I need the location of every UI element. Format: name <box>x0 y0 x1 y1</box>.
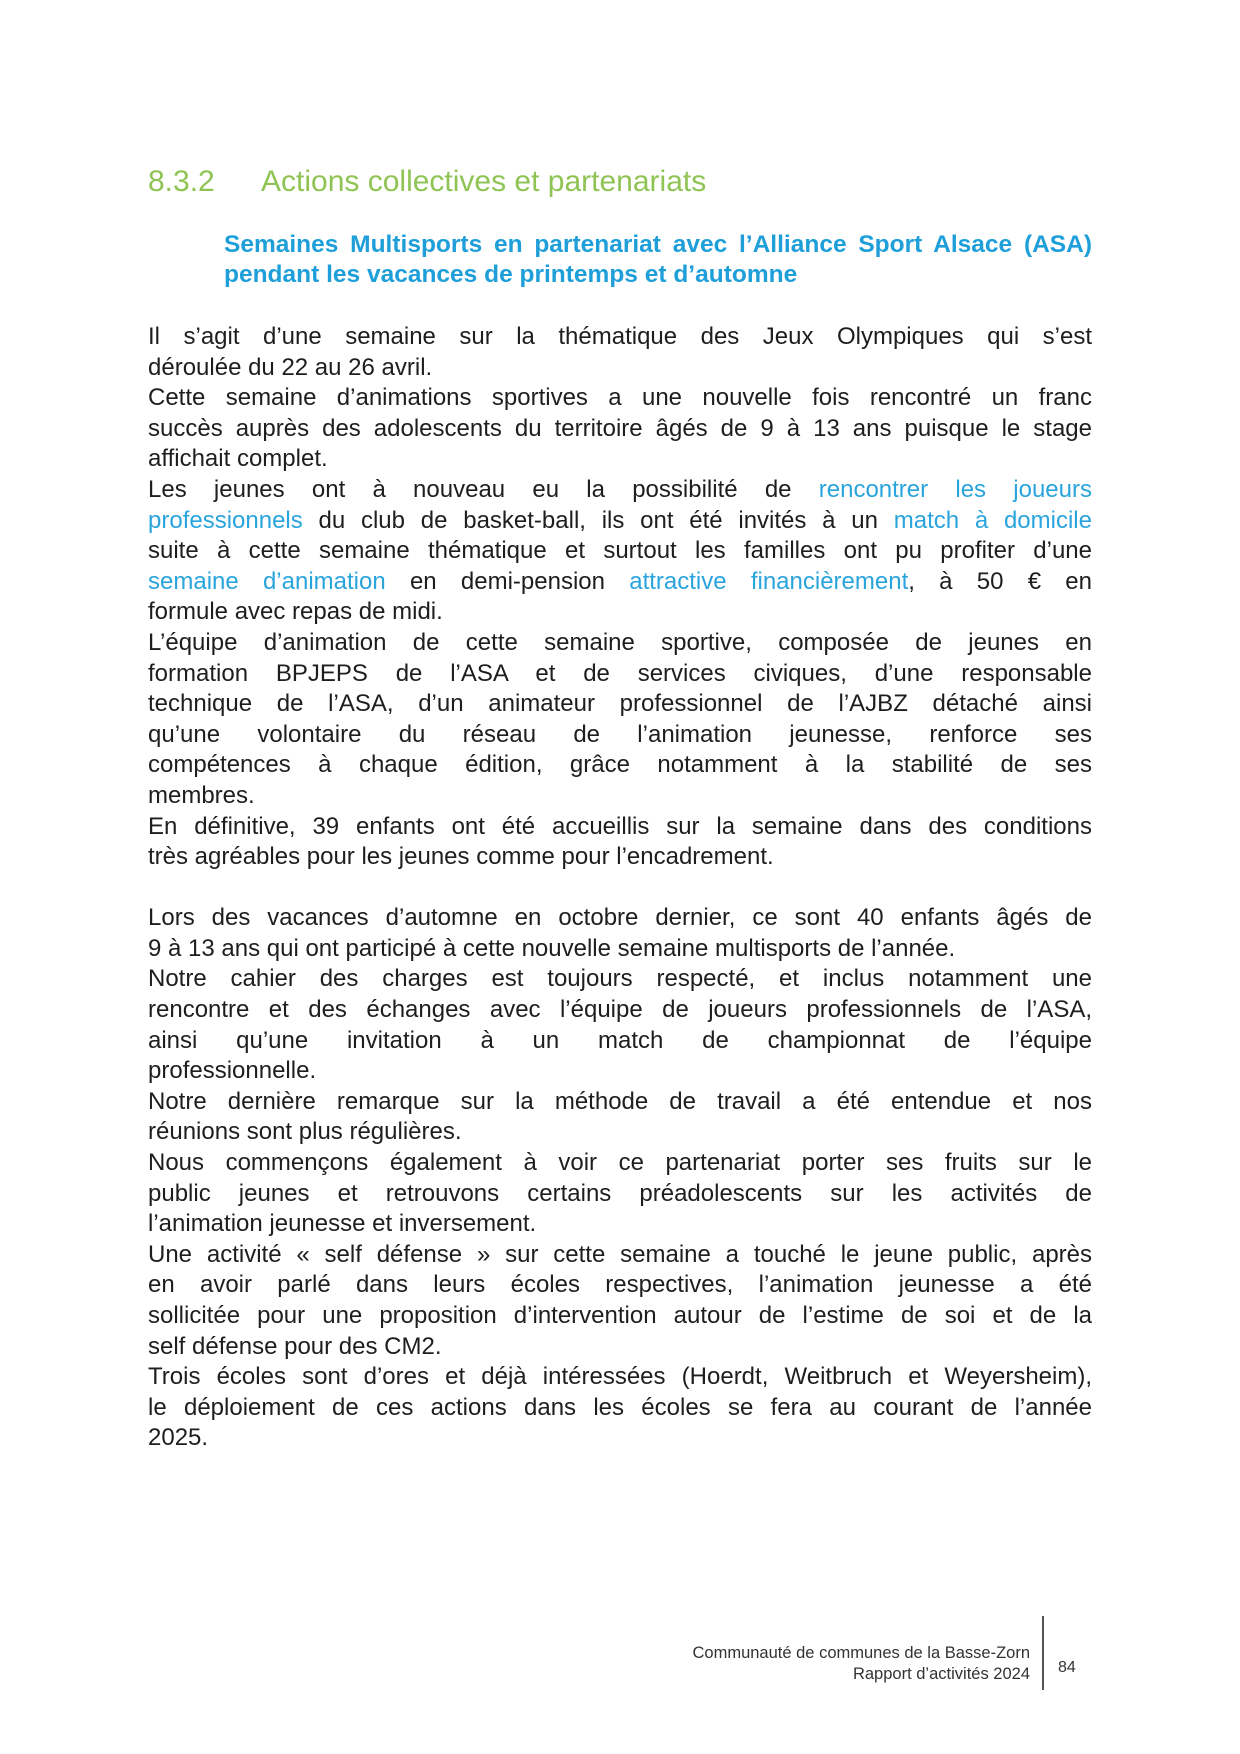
text-line: membres. <box>148 781 255 809</box>
text-line: formation BPJEPS de l’ASA et de services civiques, d’une responsable <box>148 659 1092 687</box>
section-number: 8.3.2 <box>148 165 215 198</box>
text-segment: , à 50 € en <box>908 567 1092 595</box>
text-line: 2025. <box>148 1424 209 1452</box>
text-line: En définitive, 39 enfants ont été accueillis sur la semaine dans des conditions <box>148 812 1092 840</box>
paragraph <box>148 1148 1092 1240</box>
text-line: L’équipe d’animation de cette semaine sportive, composée de jeunes en <box>148 628 1092 656</box>
text-block <box>148 903 1092 1454</box>
text-line: en avoir parlé dans leurs écoles respectives, l’animation jeunesse a été <box>148 1271 1092 1299</box>
text-line: Il s’agit d’une semaine sur la thématique des Jeux Olympiques qui s’est <box>148 323 1092 350</box>
text-line: suite à cette semaine thématique et surtout les familles ont pu profiter d’une <box>148 537 1092 565</box>
text-line: très agréables pour les jeunes comme pour l’encadrement. <box>148 843 774 871</box>
text-line: rencontre et des échanges avec l’équipe de joueurs professionnels de l’ASA, <box>148 996 1092 1024</box>
highlighted-phrase: semaine d’animation <box>148 567 386 595</box>
text-line: public jeunes et retrouvons certains préadolescents sur les activités de <box>148 1179 1092 1207</box>
footer-organization: Communauté de communes de la Basse-Zorn <box>692 1644 1030 1662</box>
footer-divider <box>1042 1616 1044 1690</box>
body-text <box>148 322 1092 1454</box>
paragraph <box>148 903 1092 964</box>
subsection-heading <box>224 230 1092 290</box>
paragraph <box>148 964 1092 1086</box>
text-segment: du club de basket-ball, ils ont été invités à un <box>302 506 894 534</box>
text-line: le déploiement de ces actions dans les écoles se fera au courant de l’année <box>148 1393 1092 1421</box>
text-line <box>148 475 1092 506</box>
text-line: qu’une volontaire du réseau de l’animation jeunesse, renforce ses <box>148 720 1092 748</box>
subsection-heading-line: Semaines Multisports en partenariat avec l’Alliance Sport Alsace (ASA) <box>224 231 1092 258</box>
text-block <box>148 322 1092 873</box>
text-line: professionnelle. <box>148 1057 317 1085</box>
footer <box>693 1643 1031 1685</box>
text-line: Une activité « self défense » sur cette semaine a touché le jeune public, après <box>148 1240 1092 1268</box>
text-line: Lors des vacances d’automne en octobre dernier, ce sont 40 enfants âgés de <box>148 904 1092 932</box>
paragraph <box>148 812 1092 873</box>
text-line: Notre dernière remarque sur la méthode de travail a été entendue et nos <box>148 1087 1092 1115</box>
text-line: formule avec repas de midi. <box>148 598 443 626</box>
text-line: Nous commençons également à voir ce partenariat porter ses fruits sur le <box>148 1149 1092 1177</box>
text-line: sollicitée pour une proposition d’intervention autour de l’estime de soi et de la <box>148 1302 1092 1329</box>
text-line: l’animation jeunesse et inversement. <box>148 1210 537 1238</box>
text-line <box>148 567 1092 598</box>
text-line: Cette semaine d’animations sportives a une nouvelle fois rencontré un franc <box>148 384 1092 412</box>
paragraph <box>148 628 1092 812</box>
text-line: succès auprès des adolescents du territoire âgés de 9 à 13 ans puisque le stage <box>148 414 1092 442</box>
paragraph <box>148 383 1092 475</box>
text-line: déroulée du 22 au 26 avril. <box>148 353 433 381</box>
text-line: affichait complet. <box>148 445 328 473</box>
text-line: self défense pour des CM2. <box>148 1332 442 1360</box>
text-line: Notre cahier des charges est toujours respecté, et inclus notamment une <box>148 965 1092 993</box>
highlighted-phrase: attractive financièrement <box>629 567 909 595</box>
paragraph <box>148 322 1092 383</box>
text-line: Trois écoles sont d’ores et déjà intéressées (Hoerdt, Weitbruch et Weyersheim), <box>148 1363 1092 1391</box>
text-line: ainsi qu’une invitation à un match de championnat de l’équipe <box>148 1026 1092 1054</box>
paragraph <box>148 1362 1092 1454</box>
highlighted-phrase: rencontrer les joueurs <box>818 475 1092 503</box>
paragraph <box>148 1240 1092 1362</box>
text-line: technique de l’ASA, d’un animateur professionnel de l’AJBZ détaché ainsi <box>148 690 1092 718</box>
text-line: 9 à 13 ans qui ont participé à cette nouvelle semaine multisports de l’année. <box>148 934 956 962</box>
text-line: réunions sont plus régulières. <box>148 1118 462 1146</box>
section-heading <box>0 164 1240 200</box>
text-line: compétences à chaque édition, grâce notamment à la stabilité de ses <box>148 751 1092 779</box>
subsection-heading-line: pendant les vacances de printemps et d’automne <box>224 261 798 288</box>
text-segment: en demi-pension <box>385 567 630 595</box>
page-number: 84 <box>1058 1659 1076 1676</box>
paragraph <box>148 1087 1092 1148</box>
highlighted-phrase: professionnels <box>148 506 303 534</box>
paragraph <box>148 475 1092 628</box>
text-line <box>148 506 1092 537</box>
section-title: Actions collectives et partenariats <box>261 165 707 198</box>
footer-report-title: Rapport d’activités 2024 <box>852 1665 1030 1683</box>
highlighted-phrase: match à domicile <box>893 506 1092 534</box>
text-segment: Les jeunes ont à nouveau eu la possibilité de <box>148 475 819 503</box>
